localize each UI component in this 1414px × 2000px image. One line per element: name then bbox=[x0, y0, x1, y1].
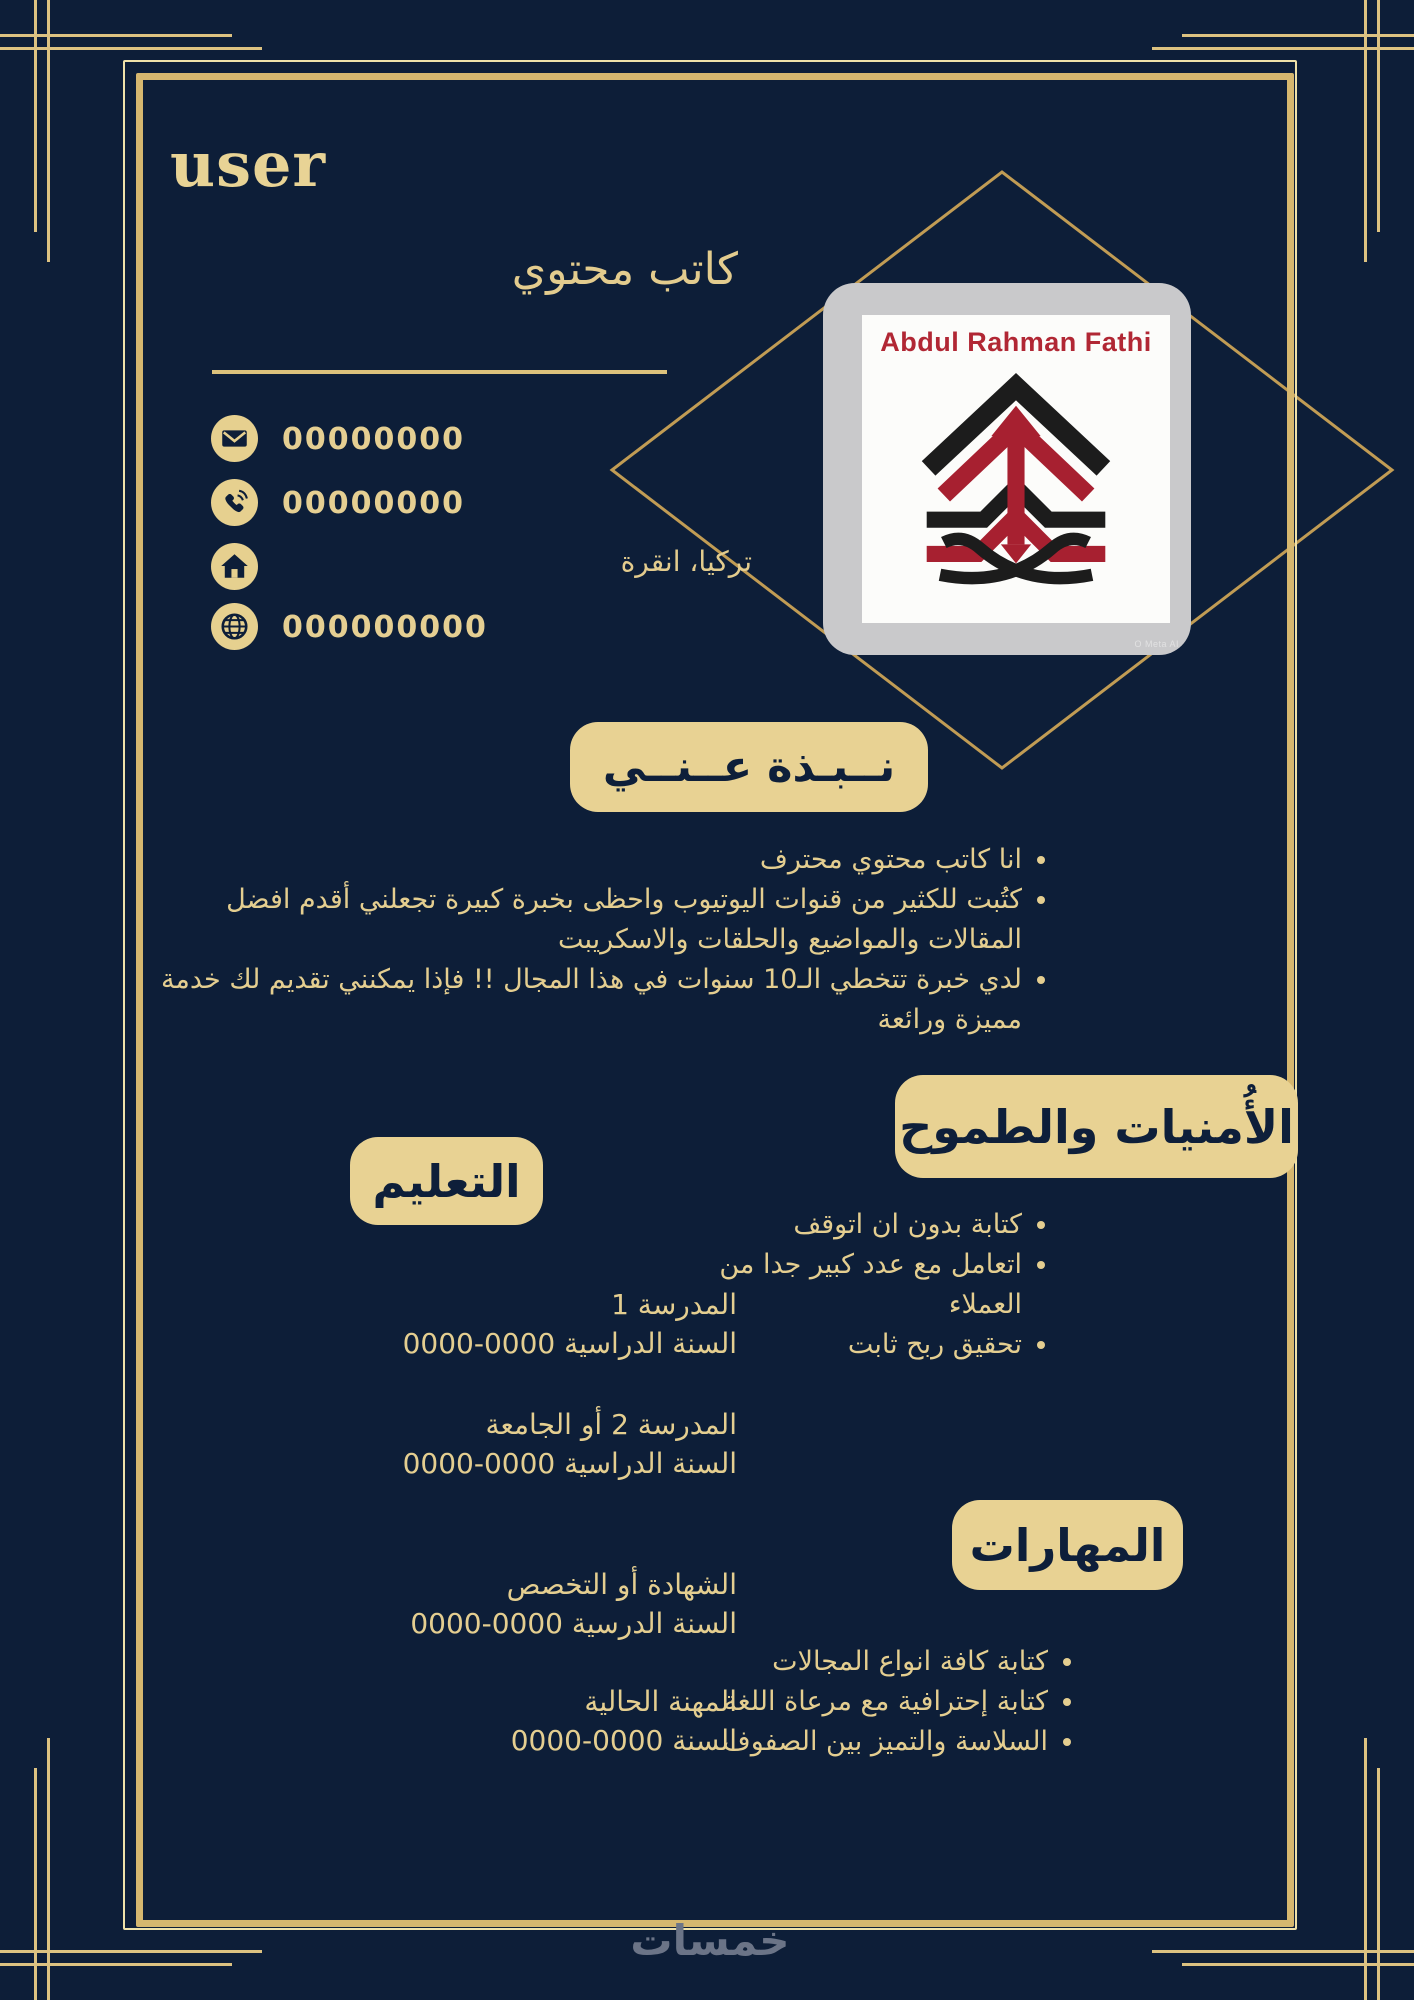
list-item: • انا كاتب محتوي محترف bbox=[136, 840, 1022, 880]
education-entry bbox=[337, 1682, 737, 1760]
logo-card bbox=[823, 283, 1191, 655]
section-title-education: التعليم bbox=[350, 1137, 543, 1225]
home-icon bbox=[211, 543, 258, 590]
list-item: • تحقيق ربح ثابت bbox=[690, 1325, 1022, 1365]
website-value: 000000000 bbox=[282, 610, 488, 645]
email-value: 00000000 bbox=[282, 422, 465, 457]
section-title-skills: المهارات bbox=[952, 1500, 1183, 1590]
ornament-line bbox=[1377, 1768, 1380, 2000]
ornament-line bbox=[1377, 0, 1380, 232]
job-title: كاتب محتوي bbox=[511, 244, 738, 295]
education-years: السنة الدراسية 0000-0000 bbox=[402, 1447, 737, 1480]
skills-list bbox=[710, 1642, 1076, 1762]
ornament-line bbox=[1364, 0, 1367, 262]
education-school: الشهادة أو التخصص bbox=[506, 1568, 737, 1601]
list-item: • لدي خبرة تتخطي الـ10 سنوات في هذا المجال !! فإذا يمكنني تقديم لك خدمة مميزة ورائعة bbox=[136, 960, 1022, 1040]
ornament-line bbox=[1152, 1950, 1414, 1953]
logo-watermark: O Meta AI bbox=[1134, 639, 1179, 649]
education-years: السنة الدرسية 0000-0000 bbox=[410, 1607, 737, 1640]
ornament-line bbox=[0, 34, 232, 37]
education-entries bbox=[337, 1285, 737, 1760]
ornament-line bbox=[0, 1950, 262, 1953]
phone-value: 00000000 bbox=[282, 486, 465, 521]
location-text: تركيا، انقرة bbox=[620, 545, 752, 578]
logo-title: Abdul Rahman Fathi bbox=[880, 327, 1152, 357]
ornament-line bbox=[0, 47, 262, 50]
ornament-line bbox=[34, 1768, 37, 2000]
ornament-line bbox=[47, 0, 50, 262]
logo-inner-panel bbox=[862, 315, 1170, 623]
education-entry bbox=[337, 1565, 737, 1643]
ornament-line bbox=[1364, 1738, 1367, 2000]
person-name: user bbox=[170, 128, 327, 201]
ornament-line bbox=[1182, 1963, 1414, 1966]
ornament-line bbox=[0, 1963, 232, 1966]
ornament-line bbox=[1182, 34, 1414, 37]
list-item: • كتابة بدون ان اتوقف bbox=[690, 1205, 1022, 1245]
list-item: • كتابة كافة انواع المجالات bbox=[710, 1642, 1048, 1682]
ornament-line bbox=[47, 1738, 50, 2000]
khamsat-logo: خمسات bbox=[630, 1916, 790, 1965]
list-item: • كتابة إحترافية مع مرعاة اللغة bbox=[710, 1682, 1048, 1722]
list-item: • كتُبت للكثير من قنوات اليوتيوب واحظى بخبرة كبيرة تجعلني أقدم افضل المقالات والمواضيع والحلقات والاسكريبت bbox=[136, 880, 1022, 960]
education-years: السنة 0000-0000 bbox=[510, 1724, 737, 1757]
education-school: المدرسة 2 أو الجامعة bbox=[485, 1408, 737, 1441]
email-icon bbox=[211, 415, 258, 462]
list-item: • السلاسة والتميز بين الصفوف bbox=[710, 1722, 1048, 1762]
phone-icon bbox=[211, 479, 258, 526]
ornament-line bbox=[1152, 47, 1414, 50]
list-item: • اتعامل مع عدد كبير جدا من العملاء bbox=[690, 1245, 1022, 1325]
header-divider bbox=[212, 370, 667, 374]
ornament-line bbox=[34, 0, 37, 232]
education-years: السنة الدراسية 0000-0000 bbox=[402, 1327, 737, 1360]
education-entry bbox=[337, 1405, 737, 1483]
education-school: المهنة الحالية bbox=[584, 1685, 737, 1718]
section-title-about: نــبـذة عــنــي bbox=[570, 722, 928, 812]
globe-icon bbox=[211, 603, 258, 650]
calligraphy-emblem bbox=[902, 362, 1130, 590]
about-list bbox=[136, 840, 1050, 1040]
ambitions-list bbox=[690, 1205, 1050, 1365]
education-entry bbox=[337, 1285, 737, 1363]
section-title-ambitions: الأُمنيات والطموح bbox=[895, 1075, 1298, 1178]
education-school: المدرسة 1 bbox=[611, 1288, 737, 1321]
